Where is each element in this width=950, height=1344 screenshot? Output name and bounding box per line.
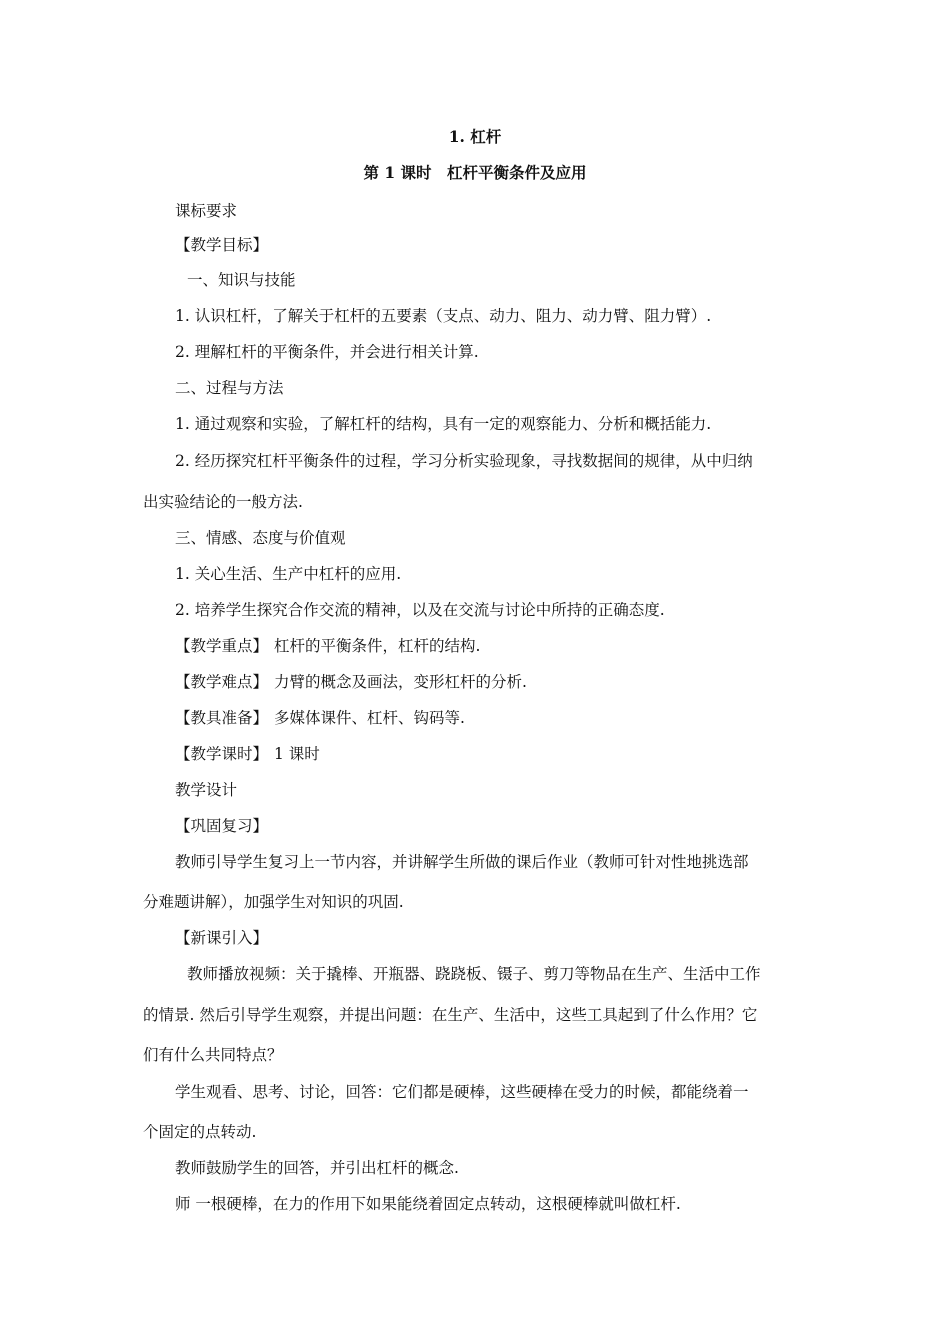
encouragement-paragraph: 教师鼓励学生的回答，并引出杠杆的概念.	[175, 1159, 459, 1177]
teacher-definition-paragraph: 师 一根硬棒，在力的作用下如果能绕着固定点转动，这根硬棒就叫做杠杆.	[175, 1195, 681, 1213]
heading-new-lesson-intro: 【新课引入】	[175, 929, 269, 947]
lesson-subtitle: 第 1 课时 杠杆平衡条件及应用	[363, 163, 587, 182]
students-paragraph-line-2: 个固定的点转动.	[143, 1123, 257, 1141]
review-paragraph-line-2: 分难题讲解），加强学生对知识的巩固.	[143, 893, 404, 911]
subsection-process-methods: 二、过程与方法	[175, 379, 284, 397]
teaching-hours-label: 【教学课时】	[175, 745, 269, 763]
teaching-key-points-value: 杠杆的平衡条件，杠杆的结构.	[274, 637, 481, 655]
students-paragraph-line-1: 学生观看、思考、讨论，回答：它们都是硬棒，这些硬棒在受力的时候，都能绕着一	[175, 1083, 749, 1101]
process-item-2-line-1: 2. 经历探究杠杆平衡条件的过程，学习分析实验现象，寻找数据间的规律，从中归纳	[175, 452, 753, 470]
process-item-1: 1. 通过观察和实验，了解杠杆的结构，具有一定的观察能力、分析和概括能力.	[175, 415, 712, 433]
subsection-knowledge-skills: 一、知识与技能	[187, 271, 296, 289]
teaching-aids	[175, 708, 815, 728]
review-paragraph-line-1: 教师引导学生复习上一节内容，并讲解学生所做的课后作业（教师可针对性地挑选部	[175, 853, 749, 871]
values-item-2: 2. 培养学生探究合作交流的精神，以及在交流与讨论中所持的正确态度.	[175, 601, 665, 619]
heading-teaching-objectives: 【教学目标】	[175, 236, 269, 254]
section-curriculum-requirements: 课标要求	[175, 202, 238, 220]
intro-paragraph-line-3: 们有什么共同特点？	[143, 1046, 283, 1064]
teaching-key-points-label: 【教学重点】	[175, 637, 269, 655]
teaching-aids-value: 多媒体课件、杠杆、钩码等.	[274, 709, 465, 727]
knowledge-item-2: 2. 理解杠杆的平衡条件，并会进行相关计算.	[175, 343, 479, 361]
section-teaching-design: 教学设计	[175, 781, 238, 799]
process-item-2-line-2: 出实验结论的一般方法.	[143, 493, 303, 511]
subsection-emotions-values: 三、情感、态度与价值观	[175, 529, 346, 547]
teaching-key-points	[175, 636, 815, 656]
intro-paragraph-line-2: 的情景. 然后引导学生观察，并提出问题：在生产、生活中，这些工具起到了什么作用？它	[143, 1006, 758, 1024]
knowledge-item-1: 1. 认识杠杆，了解关于杠杆的五要素（支点、动力、阻力、动力臂、阻力臂）.	[175, 307, 712, 325]
document-title: 1. 杠杆	[448, 127, 502, 146]
values-item-1: 1. 关心生活、生产中杠杆的应用.	[175, 565, 402, 583]
teaching-difficulties-label: 【教学难点】	[175, 673, 269, 691]
teaching-aids-label: 【教具准备】	[175, 709, 269, 727]
teaching-hours-value: 1 课时	[274, 745, 320, 763]
teaching-difficulties-value: 力臂的概念及画法，变形杠杆的分析.	[274, 673, 527, 691]
heading-review: 【巩固复习】	[175, 817, 269, 835]
teaching-difficulties	[175, 672, 815, 692]
intro-paragraph-line-1: 教师播放视频：关于撬棒、开瓶器、跷跷板、镊子、剪刀等物品在生产、生活中工作	[187, 965, 761, 983]
teaching-hours	[175, 744, 815, 764]
